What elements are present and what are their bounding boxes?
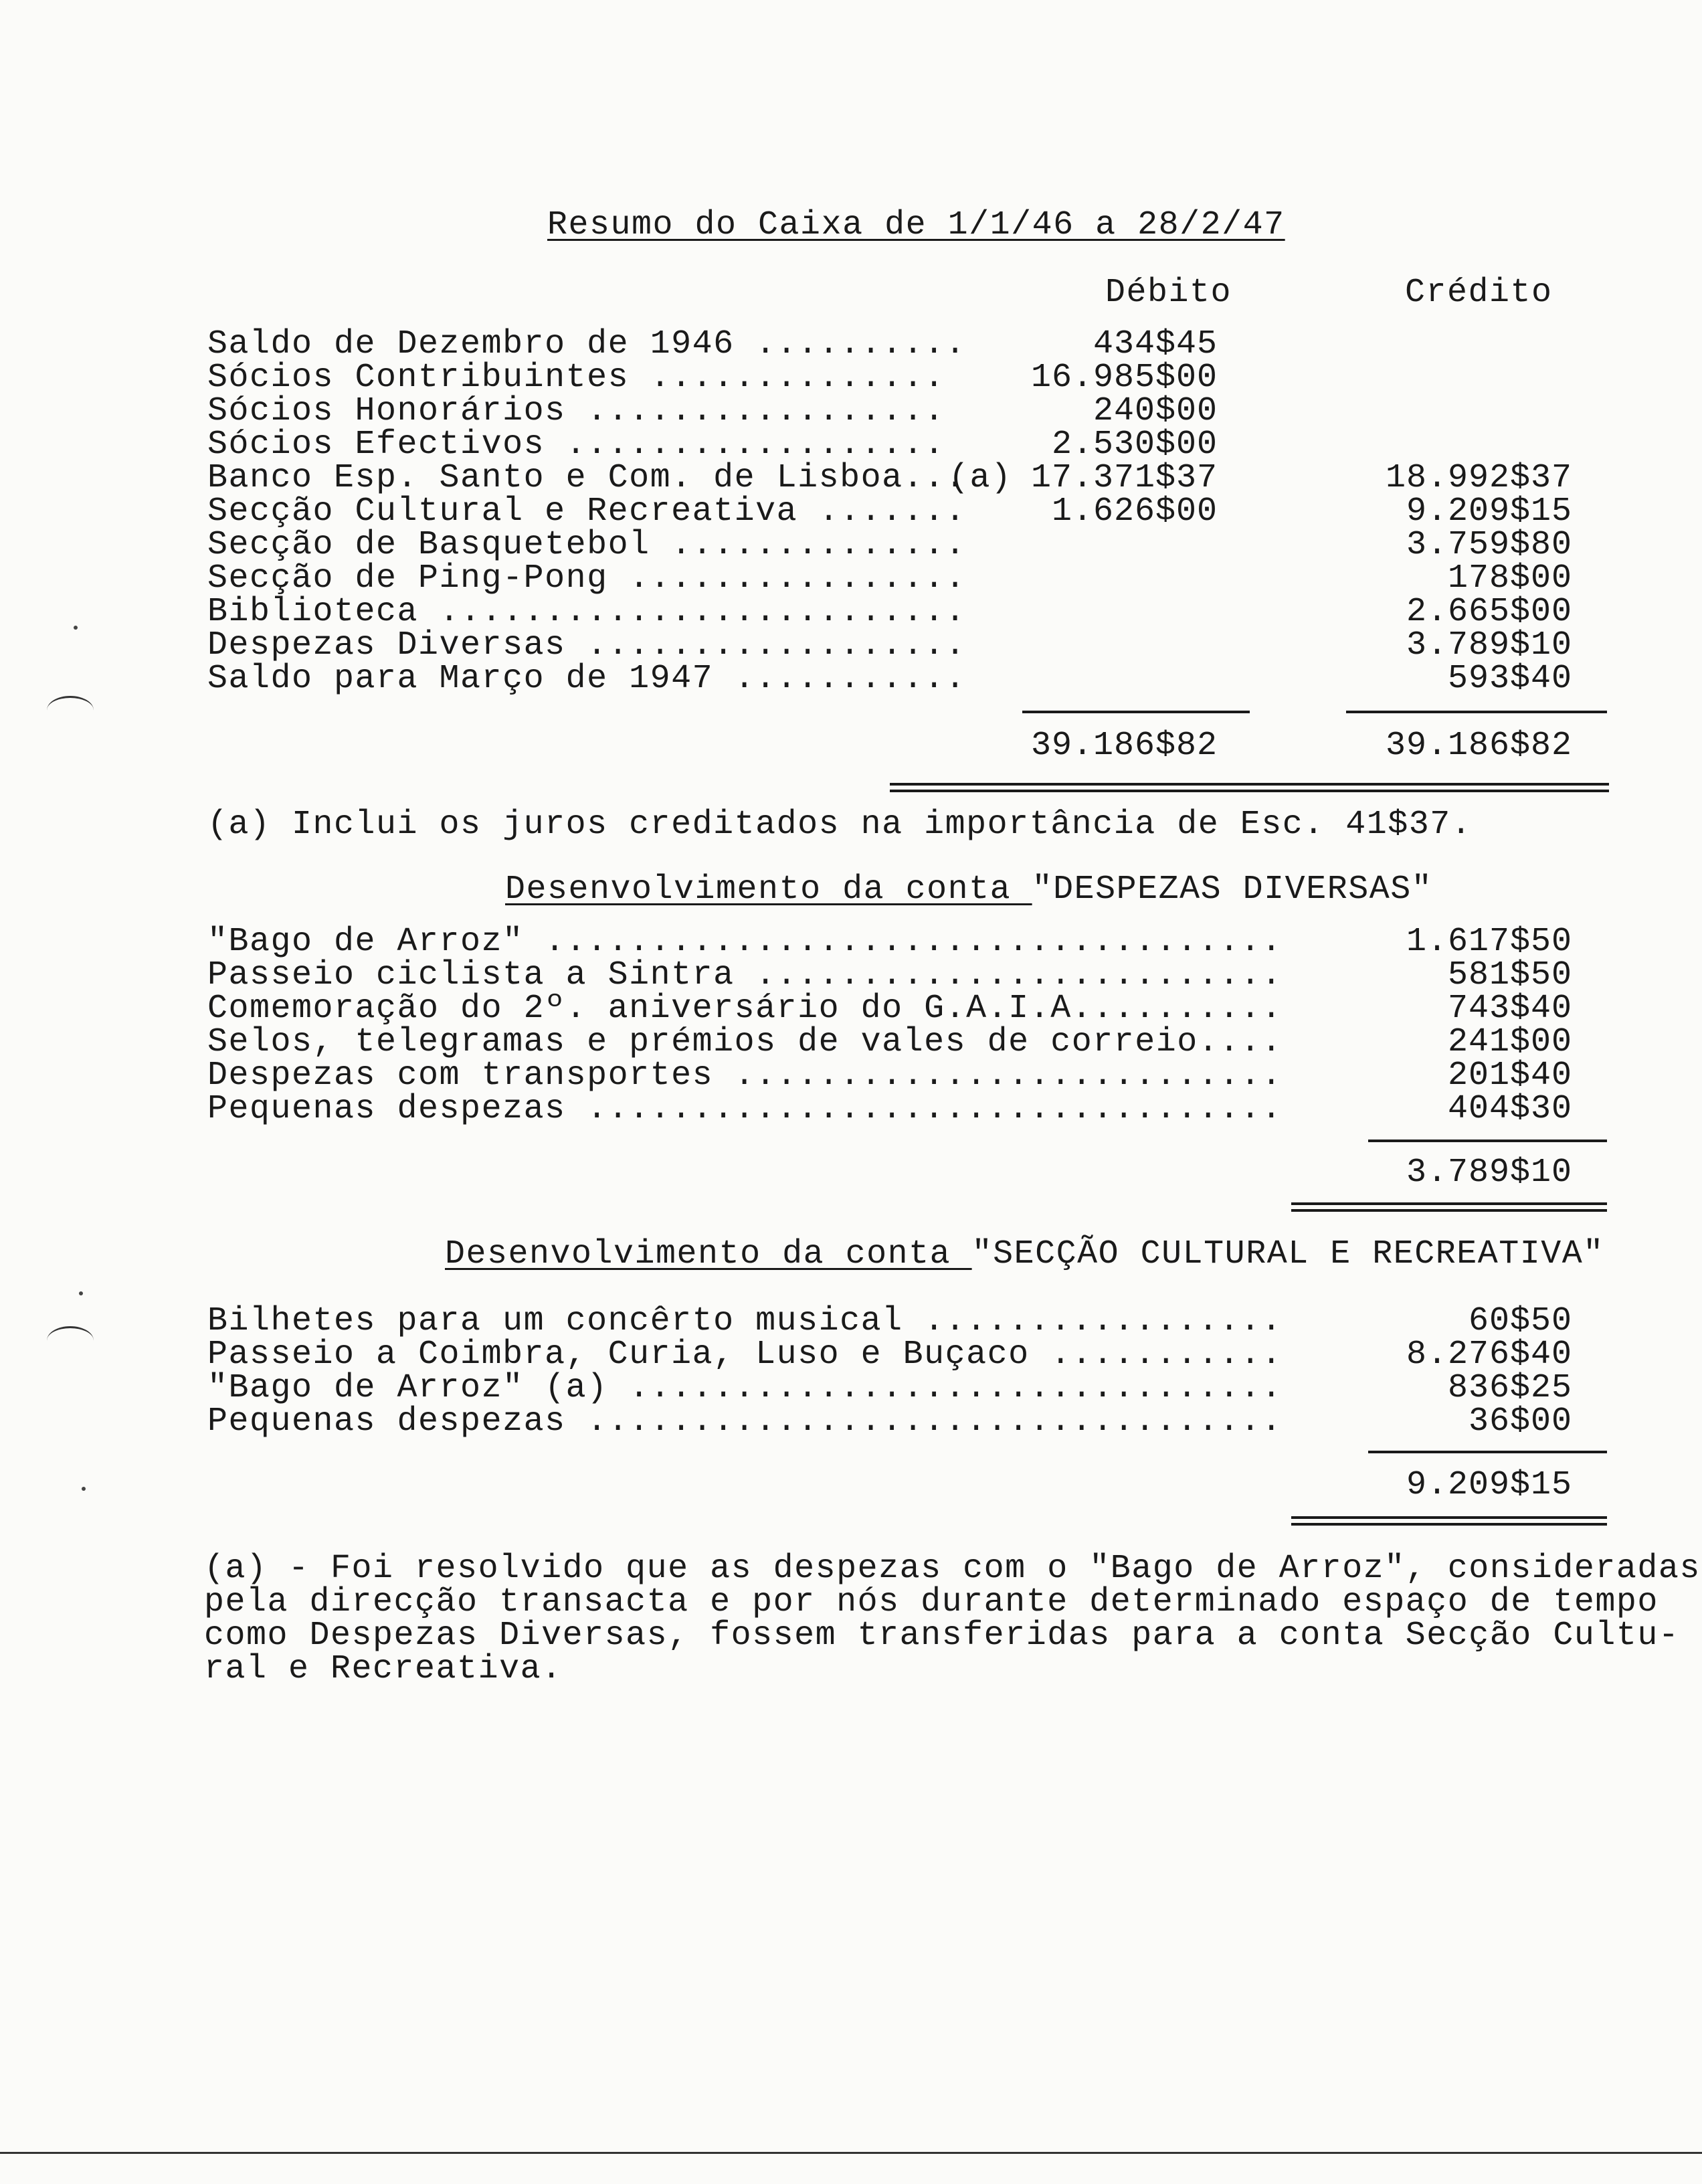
despezas-row-label: Selos, telegramas e prémios de vales de correio.... — [207, 1023, 1283, 1061]
total-double-rule-top — [890, 783, 1609, 786]
summary-row-debit: 2.530$00 — [1051, 426, 1218, 464]
summary-row-credit: 593$40 — [1447, 660, 1572, 698]
debit-subtotal-rule — [1022, 711, 1250, 713]
despezas-row-value: 404$30 — [1447, 1090, 1572, 1128]
seccao-row-value: 8.276$40 — [1406, 1336, 1572, 1374]
despezas-double-rule-top — [1291, 1202, 1607, 1205]
scan-speck — [74, 626, 78, 630]
debit-column-header: Débito — [1105, 274, 1232, 312]
seccao-row-label: Pequenas despezas ................................. — [207, 1402, 1283, 1441]
seccao-row-value: 836$25 — [1447, 1369, 1572, 1407]
summary-row-label: Saldo para Março de 1947 ........... — [207, 660, 967, 698]
seccao-heading — [445, 1235, 1604, 1273]
summary-row-label: Sócios Efectivos .................. — [207, 426, 945, 464]
summary-row-label: Secção de Ping-Pong ................ — [207, 559, 967, 598]
despezas-row-value: 743$40 — [1447, 990, 1572, 1028]
summary-row-label: Secção de Basquetebol .............. — [207, 526, 967, 564]
summary-row-label: Biblioteca ......................... — [207, 593, 967, 631]
seccao-row-value: 36$00 — [1468, 1402, 1572, 1441]
seccao-row-label: Bilhetes para um concêrto musical ................. — [207, 1302, 1283, 1340]
summary-row-label: Despezas Diversas .................. — [207, 626, 967, 664]
summary-row-label: Banco Esp. Santo e Com. de Lisboa... — [207, 459, 967, 497]
summary-row-debit: 1.626$00 — [1051, 492, 1218, 531]
despezas-row-label: Passeio ciclista a Sintra ......................... — [207, 956, 1283, 994]
despezas-row-value: 201$40 — [1447, 1057, 1572, 1095]
summary-row-credit: 18.992$37 — [1385, 459, 1572, 497]
seccao-subtotal-rule — [1368, 1451, 1607, 1453]
despezas-total: 3.789$10 — [1406, 1154, 1572, 1192]
summary-row-credit: 9.209$15 — [1406, 492, 1572, 531]
interest-note: (a) Inclui os juros creditados na importância de Esc. 41$37. — [207, 806, 1473, 844]
summary-row-debit: 240$00 — [1093, 392, 1218, 430]
footnote-line: como Despezas Diversas, fossem transferidas para a conta Secção Cultu- — [204, 1617, 1680, 1655]
despezas-heading-name: "DESPEZAS DIVERSAS" — [1032, 871, 1433, 909]
page-title: Resumo do Caixa de 1/1/46 a 28/2/47 — [547, 206, 1285, 244]
footnote-line: ral e Recreativa. — [204, 1650, 563, 1688]
despezas-row-label: Comemoração do 2º. aniversário do G.A.I.A.......... — [207, 990, 1283, 1028]
summary-row-note-marker: (a) — [949, 459, 1012, 497]
summary-row-credit: 178$00 — [1447, 559, 1572, 598]
despezas-heading — [505, 873, 1432, 907]
despezas-heading-prefix: Desenvolvimento da conta — [505, 871, 1032, 909]
summary-row-label: Secção Cultural e Recreativa ....... — [207, 492, 967, 531]
summary-row-label: Sócios Contribuintes .............. — [207, 359, 945, 397]
despezas-row-value: 241$00 — [1447, 1023, 1572, 1061]
seccao-double-rule-bottom — [1291, 1523, 1607, 1526]
seccao-heading-prefix: Desenvolvimento da conta — [445, 1235, 972, 1273]
summary-row-label: Saldo de Dezembro de 1946 .......... — [207, 325, 967, 363]
despezas-double-rule-bottom — [1291, 1209, 1607, 1212]
despezas-subtotal-rule — [1368, 1140, 1607, 1142]
despezas-row-label: Pequenas despezas ................................. — [207, 1090, 1283, 1128]
summary-row-debit: 16.985$00 — [1030, 359, 1218, 397]
debit-total: 39.186$82 — [1030, 727, 1218, 765]
scan-mark — [47, 1326, 94, 1355]
seccao-total: 9.209$15 — [1406, 1466, 1572, 1504]
footnote-line: (a) - Foi resolvido que as despezas com o "Bago de Arroz", consideradas — [204, 1550, 1701, 1588]
seccao-double-rule-top — [1291, 1516, 1607, 1519]
despezas-row-value: 581$50 — [1447, 956, 1572, 994]
seccao-row-label: Passeio a Coimbra, Curia, Luso e Buçaco ........... — [207, 1336, 1283, 1374]
credit-subtotal-rule — [1346, 711, 1607, 713]
despezas-row-label: Despezas com transportes .......................... — [207, 1057, 1283, 1095]
scan-mark — [47, 696, 94, 725]
page-bottom-edge — [0, 2152, 1702, 2154]
summary-row-debit: 434$45 — [1093, 325, 1218, 363]
despezas-row-value: 1.617$50 — [1406, 923, 1572, 961]
summary-row-credit: 3.759$80 — [1406, 526, 1572, 564]
despezas-row-label: "Bago de Arroz" ................................... — [207, 923, 1283, 961]
total-double-rule-bottom — [890, 790, 1609, 792]
summary-row-debit: 17.371$37 — [1030, 459, 1218, 497]
credit-column-header: Crédito — [1405, 274, 1553, 312]
scan-speck — [79, 1291, 83, 1295]
seccao-row-label: "Bago de Arroz" (a) ............................... — [207, 1369, 1283, 1407]
footnote-line: pela direcção transacta e por nós durante determinado espaço de tempo — [204, 1583, 1659, 1621]
credit-total: 39.186$82 — [1385, 727, 1572, 765]
summary-row-credit: 2.665$00 — [1406, 593, 1572, 631]
summary-row-label: Sócios Honorários ................. — [207, 392, 945, 430]
seccao-row-value: 60$50 — [1468, 1302, 1572, 1340]
seccao-heading-name: "SECÇÃO CULTURAL E RECREATIVA" — [971, 1235, 1604, 1273]
footnote-paragraph — [204, 1550, 1701, 1688]
summary-row-credit: 3.789$10 — [1406, 626, 1572, 664]
scan-speck — [82, 1487, 86, 1491]
